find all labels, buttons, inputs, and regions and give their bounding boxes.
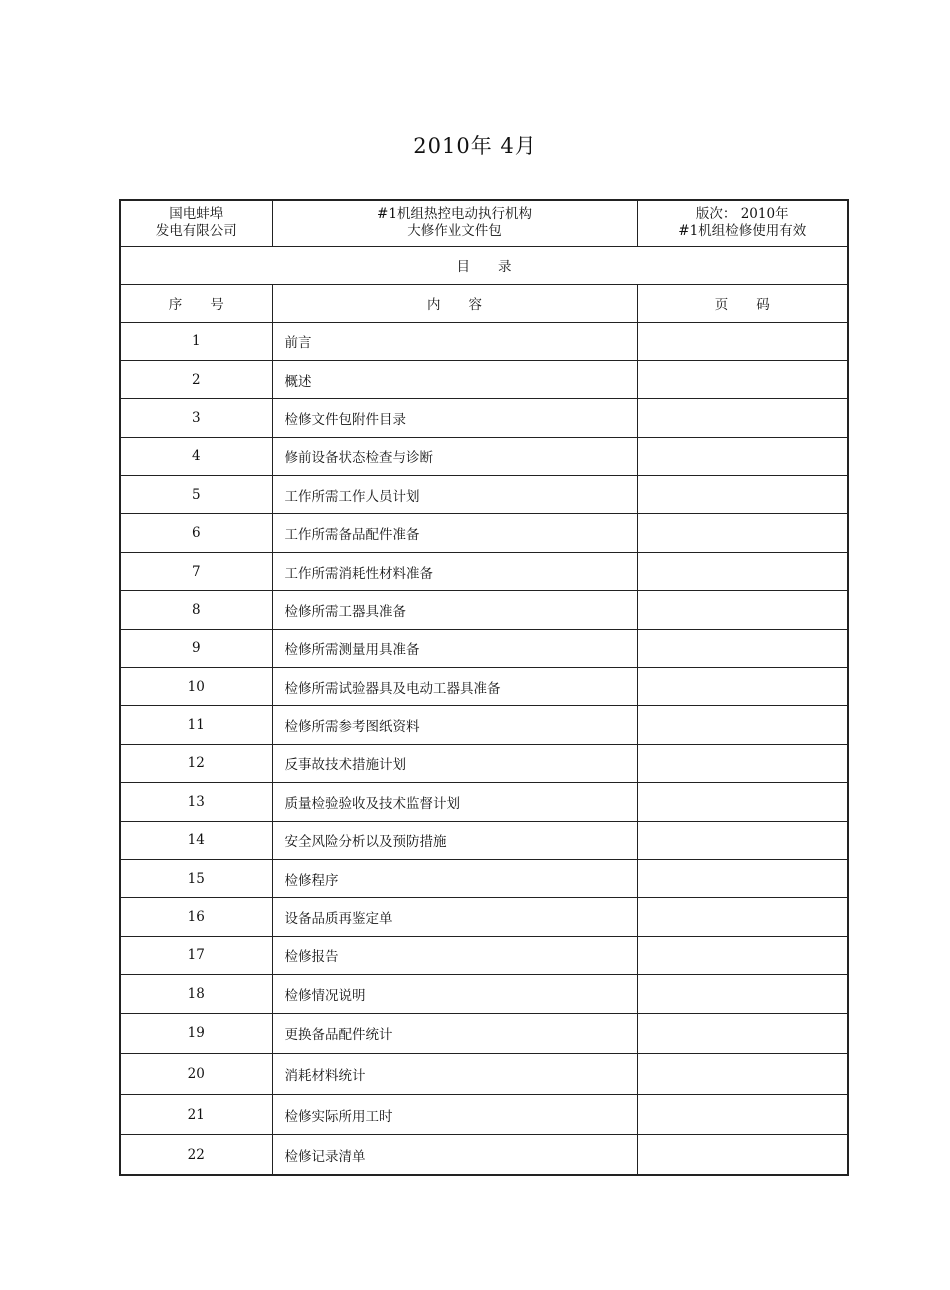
row-page — [637, 975, 848, 1013]
row-title: 检修记录清单 — [272, 1135, 637, 1176]
row-title: 工作所需备品配件准备 — [272, 514, 637, 552]
row-title: 检修文件包附件目录 — [272, 399, 637, 437]
toc-title-row — [120, 246, 848, 284]
table-row — [120, 476, 848, 514]
row-number: 4 — [120, 437, 272, 475]
row-page — [637, 1013, 848, 1054]
document-title-line2: 大修作业文件包 — [407, 223, 502, 240]
row-title: 检修所需工器具准备 — [272, 591, 637, 629]
company-name-line2: 发电有限公司 — [155, 223, 237, 240]
row-number: 21 — [120, 1094, 272, 1135]
row-page — [637, 1094, 848, 1135]
row-page — [637, 1135, 848, 1176]
document-title-cell — [272, 200, 637, 246]
row-page — [637, 859, 848, 897]
row-page — [637, 437, 848, 475]
row-title: 检修实际所用工时 — [272, 1094, 637, 1135]
row-title: 检修所需试验器具及电动工器具准备 — [272, 668, 637, 706]
row-number: 19 — [120, 1013, 272, 1054]
row-number: 3 — [120, 399, 272, 437]
table-row — [120, 437, 848, 475]
table-row — [120, 668, 848, 706]
company-name-line1: 国电蚌埠 — [169, 206, 224, 223]
table-row — [120, 360, 848, 398]
table-row — [120, 322, 848, 360]
row-number: 5 — [120, 476, 272, 514]
row-title: 消耗材料统计 — [272, 1054, 637, 1095]
row-page — [637, 706, 848, 744]
row-title: 检修程序 — [272, 859, 637, 897]
table-row — [120, 1054, 848, 1095]
toc-table — [119, 199, 849, 1176]
row-page — [637, 783, 848, 821]
column-header-seq: 序 号 — [120, 284, 272, 322]
row-number: 18 — [120, 975, 272, 1013]
row-number: 16 — [120, 898, 272, 936]
row-title: 设备品质再鉴定单 — [272, 898, 637, 936]
row-page — [637, 514, 848, 552]
row-page — [637, 898, 848, 936]
table-row — [120, 1094, 848, 1135]
table-row — [120, 783, 848, 821]
row-page — [637, 821, 848, 859]
row-number: 6 — [120, 514, 272, 552]
table-row — [120, 936, 848, 974]
table-row — [120, 744, 848, 782]
row-page — [637, 322, 848, 360]
row-title: 反事故技术措施计划 — [272, 744, 637, 782]
row-page — [637, 399, 848, 437]
row-number: 12 — [120, 744, 272, 782]
column-header-content: 内 容 — [272, 284, 637, 322]
column-header-page: 页 码 — [637, 284, 848, 322]
row-number: 14 — [120, 821, 272, 859]
row-number: 15 — [120, 859, 272, 897]
row-title: 更换备品配件统计 — [272, 1013, 637, 1054]
row-page — [637, 629, 848, 667]
version-line1: 版次： 2010年 — [695, 206, 789, 223]
row-number: 10 — [120, 668, 272, 706]
table-row — [120, 591, 848, 629]
row-title: 修前设备状态检查与诊断 — [272, 437, 637, 475]
table-row — [120, 1013, 848, 1054]
table-row — [120, 1135, 848, 1176]
toc-title-left: 目 — [456, 259, 470, 275]
row-title: 安全风险分析以及预防措施 — [272, 821, 637, 859]
table-row — [120, 898, 848, 936]
row-page — [637, 476, 848, 514]
row-title: 检修所需参考图纸资料 — [272, 706, 637, 744]
row-page — [637, 744, 848, 782]
row-number: 1 — [120, 322, 272, 360]
version-line2: #1机组检修使用有效 — [678, 223, 807, 240]
row-page — [637, 668, 848, 706]
table-row — [120, 859, 848, 897]
row-number: 7 — [120, 552, 272, 590]
document-header-row — [120, 200, 848, 246]
table-row — [120, 629, 848, 667]
table-row — [120, 706, 848, 744]
row-title: 工作所需工作人员计划 — [272, 476, 637, 514]
row-title: 质量检验验收及技术监督计划 — [272, 783, 637, 821]
row-title: 检修所需测量用具准备 — [272, 629, 637, 667]
document-date: 2010年 4月 — [413, 134, 537, 158]
document-title-line1: #1机组热控电动执行机构 — [377, 206, 532, 223]
row-number: 17 — [120, 936, 272, 974]
row-number: 11 — [120, 706, 272, 744]
row-number: 2 — [120, 360, 272, 398]
row-title: 检修报告 — [272, 936, 637, 974]
table-row — [120, 821, 848, 859]
row-title: 前言 — [272, 322, 637, 360]
row-page — [637, 936, 848, 974]
row-title: 概述 — [272, 360, 637, 398]
row-title: 检修情况说明 — [272, 975, 637, 1013]
row-number: 9 — [120, 629, 272, 667]
row-title: 工作所需消耗性材料准备 — [272, 552, 637, 590]
row-number: 20 — [120, 1054, 272, 1095]
row-page — [637, 360, 848, 398]
table-row — [120, 552, 848, 590]
table-row — [120, 514, 848, 552]
row-page — [637, 1054, 848, 1095]
row-page — [637, 552, 848, 590]
row-number: 13 — [120, 783, 272, 821]
company-cell — [120, 200, 272, 246]
table-row — [120, 975, 848, 1013]
row-number: 8 — [120, 591, 272, 629]
version-cell — [637, 200, 848, 246]
toc-title — [120, 246, 848, 284]
table-row — [120, 399, 848, 437]
toc-title-right: 录 — [498, 259, 512, 275]
row-page — [637, 591, 848, 629]
column-header-row — [120, 284, 848, 322]
row-number: 22 — [120, 1135, 272, 1176]
